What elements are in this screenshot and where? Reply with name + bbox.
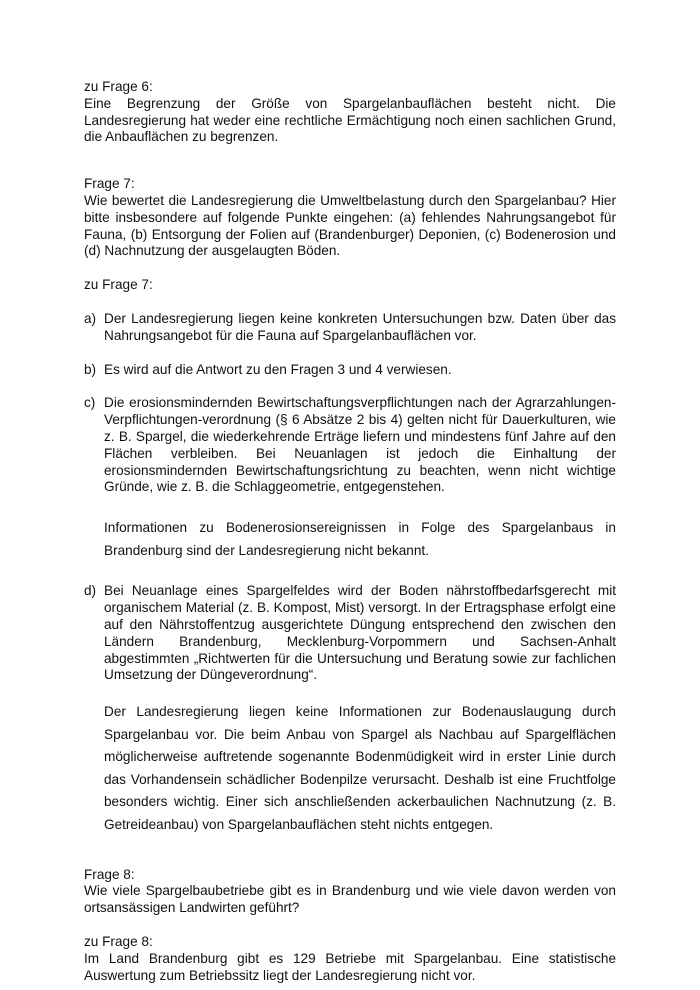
question-8-text: Wie viele Spargelbaubetriebe gibt es in Brandenburg und wie viele davon werden von ortsansässigen Landwirten geführt?: [84, 883, 616, 916]
answer-7-heading: zu Frage 7:: [84, 277, 153, 293]
document-page: [84, 79, 616, 984]
item-label: c): [84, 395, 96, 411]
answer-7-item-c: [84, 395, 616, 562]
item-paragraph: Der Landesregierung liegen keine Informationen zur Bodenauslaugung durch Spargelanbau vor. Die beim Anbau von Spargel als Nachbau auf Spargelflächen möglicherweise auftretende sogenannte Bodenmüdigkeit wird in erster Linie durch das Vorhandensein schädlicher Bodenpilze verursacht. Deshalb ist eine Fruchtfolge besonders wichtig. Einer sich anschließenden ackerbaulichen Nachnutzung (z. B. Getreideanbau) von Spargelanbauflächen steht nichts entgegen.: [104, 704, 616, 833]
question-8-section: [84, 867, 616, 917]
question-8-heading: Frage 8:: [84, 866, 135, 882]
item-paragraph: Bei Neuanlage eines Spargelfeldes wird der Boden nährstoffbedarfsgerecht mit organischem Material (z. B. Kompost, Mist) versorgt. In der Ertragsphase erfolgt eine auf den Nährstoffentzug ausgerichtete Düngung entsprechend den zwischen den Ländern Brandenburg, Mecklenburg-Vorpommern und Sachsen-Anhalt abgestimmten „Richtwerten für die Untersuchung und Beratung sowie zur fachlichen Umsetzung der Düngeverordnung“.: [104, 583, 616, 683]
answer-7-item-b: [84, 362, 616, 379]
item-label: d): [84, 583, 97, 599]
answer-8-text: Im Land Brandenburg gibt es 129 Betriebe mit Spargelanbau. Eine statistische Auswertung zum Betriebssitz liegt der Landesregierung nicht vor.: [84, 950, 616, 983]
item-paragraph: Es wird auf die Antwort zu den Fragen 3 und 4 verwiesen.: [104, 361, 452, 377]
question-7-text: Wie bewertet die Landesregierung die Umweltbelastung durch den Spargelanbau? Hier bitte insbesondere auf folgende Punkte eingehen: (a) fehlendes Nahrungsangebot für Fauna, (b) Entsorgung der Folien auf (Brandenburger) Deponien, (c) Bodenerosion und (d) Nachnutzung der ausgelaugten Böden.: [84, 192, 616, 259]
question-7-section: [84, 176, 616, 260]
item-label: b): [84, 361, 97, 377]
answer-7-item-d: [84, 583, 616, 836]
item-label: a): [84, 310, 97, 326]
answer-6-text: Eine Begrenzung der Größe von Spargelanbauflächen besteht nicht. Die Landesregierung hat weder eine rechtliche Ermächtigung noch einen sachlichen Grund, die Anbauflächen zu begrenzen.: [84, 95, 616, 145]
answer-8-section: [84, 934, 616, 984]
answer-6-section: [84, 79, 616, 146]
answer-7-item-a: [84, 311, 616, 345]
question-7-heading: Frage 7:: [84, 176, 135, 192]
item-paragraph: Die erosionsmindernden Bewirtschaftungsverpflichtungen nach der Agrarzahlungen-Verpflichtungen-verordnung (§ 6 Absätze 2 bis 4) gelten nicht für Dauerkulturen, wie z. B. Spargel, die wiederkehrende Erträge liefern und mindestens fünf Jahre auf den Flächen verbleiben. Bei Neuanlagen ist jedoch die Einhaltung der erosionsmindernden Bewirtschaftungsrichtung zu beachten, wenn nicht wichtige Gründe, wie z. B. die Schlaggeometrie, entgegenstehen.: [104, 395, 616, 495]
answer-6-heading: zu Frage 6:: [84, 79, 153, 94]
answer-8-heading: zu Frage 8:: [84, 934, 153, 950]
item-paragraph: Der Landesregierung liegen keine konkreten Untersuchungen bzw. Daten über das Nahrungsangebot für die Fauna auf Spargelanbauflächen vor.: [104, 310, 616, 343]
answer-7-section: [84, 277, 616, 837]
item-paragraph: Informationen zu Bodenerosionsereignissen in Folge des Spargelanbaus in Brandenburg sind der Landesregierung nicht bekannt.: [104, 520, 616, 558]
